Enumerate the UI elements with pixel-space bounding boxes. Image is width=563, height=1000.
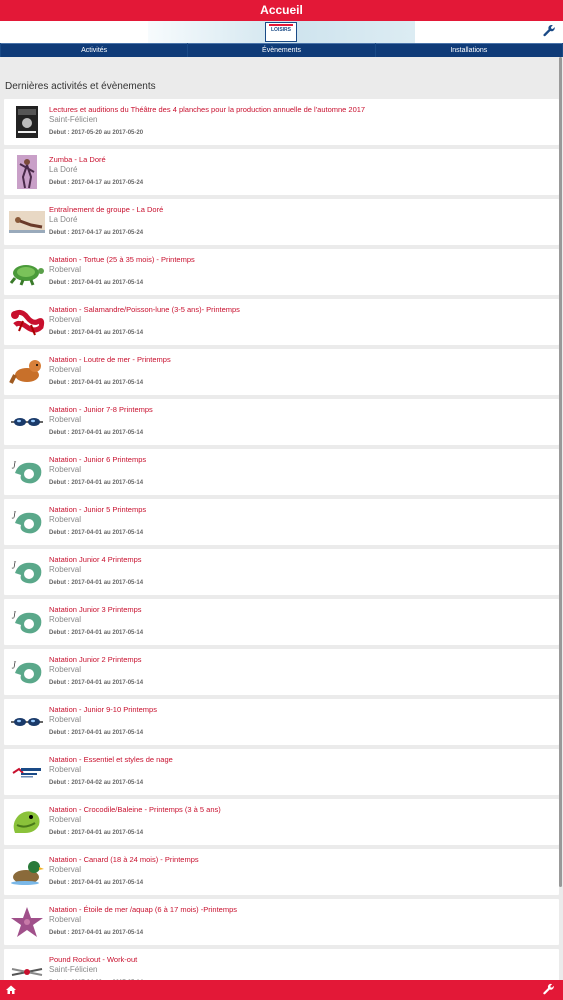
starfish-icon [9,905,45,939]
item-place: Saint-Félicien [49,965,98,974]
page-title: Accueil [260,3,303,17]
item-text [49,905,555,939]
item-place: Roberval [49,365,82,374]
list-item[interactable] [4,799,559,845]
list-item[interactable] [4,499,559,545]
loisirs-logo[interactable]: LOISIRS [265,22,297,42]
item-place: Roberval [49,415,82,424]
item-place: Roberval [49,665,82,674]
item-place: Roberval [49,465,82,474]
item-dates: Debut : 2017-04-01 au 2017-05-14 [49,280,144,286]
item-place: Roberval [49,565,82,574]
item-text [49,505,555,539]
item-text [49,155,555,189]
item-title[interactable]: Natation - Tortue (25 à 35 mois) - Printemps [49,255,195,264]
item-text [49,605,555,639]
goggles-icon [9,405,45,439]
item-dates: Debut : 2017-04-01 au 2017-05-14 [49,330,144,336]
duck-icon [9,855,45,889]
poster-icon [9,105,45,139]
wrench-icon[interactable] [542,24,556,38]
junior-icon [9,605,45,639]
item-dates: Debut : 2017-04-01 au 2017-05-14 [49,830,144,836]
list-item[interactable] [4,649,559,695]
home-icon[interactable] [5,984,17,996]
item-dates: Debut : 2017-04-01 au 2017-05-14 [49,930,144,936]
item-title[interactable]: Natation Junior 4 Printemps [49,555,142,564]
item-dates: Debut : 2017-04-17 au 2017-05-24 [49,230,144,236]
item-place: Roberval [49,765,82,774]
goggles-icon [9,705,45,739]
item-text [49,805,555,839]
item-text [49,405,555,439]
item-dates: Debut : 2017-04-17 au 2017-05-24 [49,180,144,186]
item-dates: Debut : 2017-04-01 au 2017-05-14 [49,430,144,436]
header-bar [0,0,563,21]
item-place: Roberval [49,515,82,524]
tab-activites[interactable]: Activités [1,43,187,57]
item-dates: Debut : 2017-04-01 au 2017-05-14 [49,730,144,736]
item-title[interactable]: Natation - Salamandre/Poisson-lune (3-5 ans)- Printemps [49,305,240,314]
item-text [49,255,555,289]
item-dates: Debut : 2017-04-02 au 2017-05-14 [49,780,144,786]
item-text [49,305,555,339]
svg-text:J: J [13,611,16,619]
junior-icon [9,505,45,539]
list-item[interactable] [4,199,559,245]
item-title[interactable]: Natation - Junior 9-10 Printemps [49,705,157,714]
item-title[interactable]: Natation Junior 2 Printemps [49,655,142,664]
item-dates: Debut : 2017-04-01 au 2017-05-14 [49,580,144,586]
item-dates: Debut : 2017-04-01 au 2017-05-14 [49,380,144,386]
svg-text:J: J [13,661,16,669]
item-dates: Debut : 2017-04-01 au 2017-05-14 [49,880,144,886]
svg-text:J: J [13,461,16,469]
activity-list [0,99,563,995]
list-item[interactable] [4,549,559,595]
svg-text:J: J [13,511,16,519]
swim-logo-icon [9,755,45,789]
item-title[interactable]: Natation - Canard (18 à 24 mois) - Printemps [49,855,199,864]
scrollbar[interactable] [559,57,562,887]
crocodile-icon [9,805,45,839]
list-item[interactable] [4,699,559,745]
item-text [49,705,555,739]
item-title[interactable]: Zumba - La Doré [49,155,106,164]
tab-evenements[interactable]: Évènements [188,43,374,57]
item-place: Saint-Félicien [49,115,98,124]
item-place: Roberval [49,815,82,824]
item-title[interactable]: Natation - Junior 6 Printemps [49,455,147,464]
item-place: La Doré [49,215,78,224]
item-place: La Doré [49,165,78,174]
junior-icon [9,455,45,489]
junior-icon [9,655,45,689]
item-title[interactable]: Natation - Crocodile/Baleine - Printemps (3 à 5 ans) [49,805,221,814]
item-place: Roberval [49,865,82,874]
list-item[interactable] [4,899,559,945]
content-area [0,57,563,980]
item-title[interactable]: Pound Rockout - Work-out [49,955,138,964]
item-text [49,355,555,389]
tab-installations[interactable]: Installations [376,43,562,57]
item-place: Roberval [49,715,82,724]
list-item[interactable] [4,149,559,195]
list-item[interactable] [4,349,559,395]
section-title: Dernières activités et évènements [5,81,156,92]
item-dates: Debut : 2017-04-01 au 2017-05-14 [49,530,144,536]
nav-tabs [0,43,563,57]
item-text [49,855,555,889]
workout-icon [9,205,45,239]
list-item[interactable] [4,849,559,895]
item-title[interactable]: Natation - Junior 5 Printemps [49,505,147,514]
item-text [49,455,555,489]
wrench-icon[interactable] [542,983,555,996]
item-place: Roberval [49,915,82,924]
svg-text:J: J [13,561,16,569]
item-title[interactable]: Natation - Junior 7-8 Printemps [49,405,153,414]
item-dates: Debut : 2017-04-01 au 2017-05-14 [49,680,144,686]
list-item[interactable] [4,749,559,795]
turtle-icon [9,255,45,289]
item-text [49,105,555,139]
dancer-icon [9,155,45,189]
list-item[interactable] [4,399,559,445]
item-dates: Debut : 2017-05-20 au 2017-05-20 [49,130,144,136]
item-place: Roberval [49,315,82,324]
list-item[interactable] [4,599,559,645]
item-text [49,205,555,239]
item-place: Roberval [49,265,82,274]
item-place: Roberval [49,615,82,624]
item-title[interactable]: Natation - Étoile de mer /aquap (6 à 17 mois) -Printemps [49,905,238,914]
banner [0,21,563,43]
junior-icon [9,555,45,589]
item-title[interactable]: Entraînement de groupe - La Doré [49,205,164,214]
item-text [49,755,555,789]
otter-icon [9,355,45,389]
item-dates: Debut : 2017-04-01 au 2017-05-14 [49,480,144,486]
item-title[interactable]: Natation - Loutre de mer - Printemps [49,355,171,364]
item-text [49,555,555,589]
list-item[interactable] [4,99,559,145]
list-item[interactable] [4,449,559,495]
item-text [49,655,555,689]
footer-bar [0,980,563,1000]
item-title[interactable]: Lectures et auditions du Théâtre des 4 planches pour la production annuelle de l'automne 2017 [49,105,366,114]
list-item[interactable] [4,299,559,345]
item-title[interactable]: Natation Junior 3 Printemps [49,605,142,614]
item-dates: Debut : 2017-04-01 au 2017-05-14 [49,630,144,636]
item-title[interactable]: Natation - Essentiel et styles de nage [49,755,173,764]
salamander-icon [9,305,45,339]
list-item[interactable] [4,249,559,295]
